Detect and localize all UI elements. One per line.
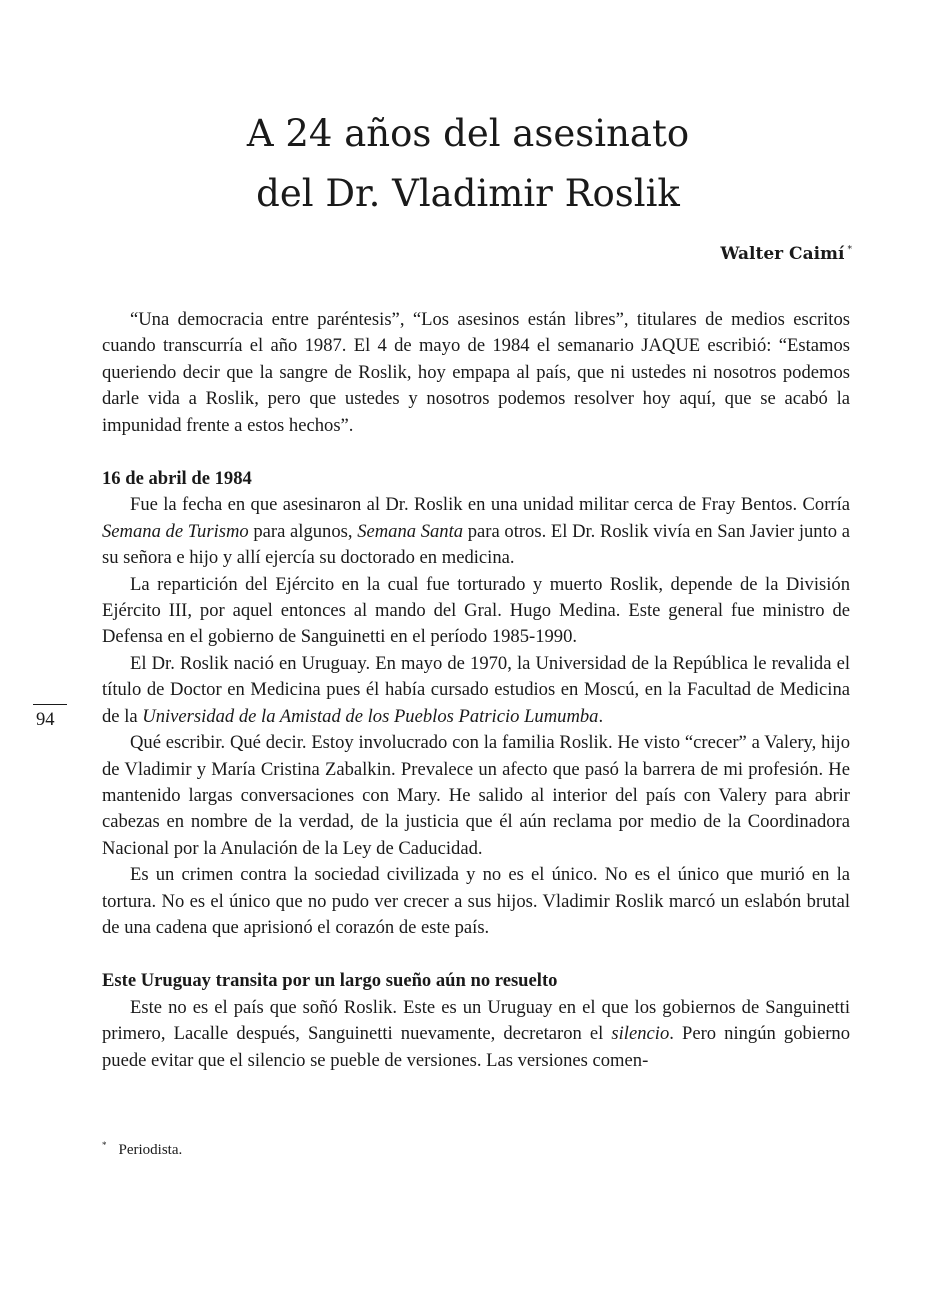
- page-number-rule: [33, 704, 67, 705]
- author-name: Walter Caimí: [720, 244, 845, 264]
- intro-paragraph: “Una democracia entre paréntesis”, “Los asesinos están libres”, titulares de medios escritos cuando transcurría el año 1987. El 4 de mayo de 1984 el semanario JAQUE escribió: “Estamos queriendo decir que la sangre de Roslik, hoy empapa al país, que ni ustedes ni nosotros podemos darle vida a Roslik, pero que ustedes y nosotros podemos resolver hoy aquí, que se acabó la impunidad frente a estos hechos”.: [102, 309, 850, 436]
- footnote: [102, 1140, 182, 1159]
- italic-text: Universidad de la Amistad de los Pueblos Patricio Lumumba: [142, 705, 599, 727]
- title-line-2: del Dr. Vladimir Roslik: [256, 172, 680, 215]
- paragraph: La repartición del Ejército en la cual fue torturado y muerto Roslik, depende de la División Ejército III, por aquel entonces al mando del Gral. Hugo Medina. Este general fue ministro de Defensa en el gobierno de Sanguinetti en el período 1985-1990.: [102, 573, 850, 648]
- section-heading-2: Este Uruguay transita por un largo sueño aún no resuelto: [102, 970, 558, 992]
- author-byline: [720, 244, 852, 264]
- title-line-1: A 24 años del asesinato: [246, 112, 690, 155]
- paragraph: Fue la fecha en que asesinaron al Dr. Roslik en una unidad militar cerca de Fray Bentos. Corría Semana de Turismo para algunos, Semana Santa para otros. El Dr. Roslik vivía en San Javier junto a su señora e hijo y allí ejercía su doctorado en medicina.: [102, 494, 850, 569]
- italic-text: Semana de Turismo: [102, 520, 249, 542]
- paragraph: Es un crimen contra la sociedad civilizada y no es el único. No es el único que murió en la tortura. No es el único que no pudo ver crecer a sus hijos. Vladimir Roslik marcó un eslabón brutal de una cadena que aprisionó el corazón de este país.: [102, 864, 850, 938]
- author-footnote-mark: *: [847, 245, 852, 256]
- paragraph: Este no es el país que soñó Roslik. Este es un Uruguay en el que los gobiernos de Sanguinetti primero, Lacalle después, Sanguinetti nuevamente, decretaron el silencio. Pero ningún gobierno puede evitar que el silencio se pueble de versiones. Las versiones comen-: [102, 996, 850, 1071]
- italic-text: Semana Santa: [357, 520, 464, 542]
- footnote-mark: *: [102, 1140, 107, 1150]
- paragraph: Qué escribir. Qué decir. Estoy involucrado con la familia Roslik. He visto “crecer” a Valery, hijo de Vladimir y María Cristina Zabalkin. Prevalece un afecto que pasó la barrera de mi profesión. He mantenido largas conversaciones con Mary. He salido al interior del país con Valery para abrir cabezas en nombre de la verdad, de la justicia que él aún reclama por medio de la Coordinadora Nacional por la Anulación de la Ley de Caducidad.: [102, 732, 850, 859]
- page-number: 94: [36, 709, 55, 730]
- footnote-text: Periodista.: [118, 1142, 183, 1158]
- paragraph: El Dr. Roslik nació en Uruguay. En mayo de 1970, la Universidad de la República le revalida el título de Doctor en Medicina pues él había cursado estudios en Moscú, en la Facultad de Medicina de la Universidad de la Amistad de los Pueblos Patricio Lumumba.: [102, 652, 850, 727]
- section-heading-1: 16 de abril de 1984: [102, 468, 252, 490]
- article-title: [0, 104, 936, 224]
- article-body: [102, 307, 850, 1074]
- italic-text: silencio: [611, 1023, 670, 1045]
